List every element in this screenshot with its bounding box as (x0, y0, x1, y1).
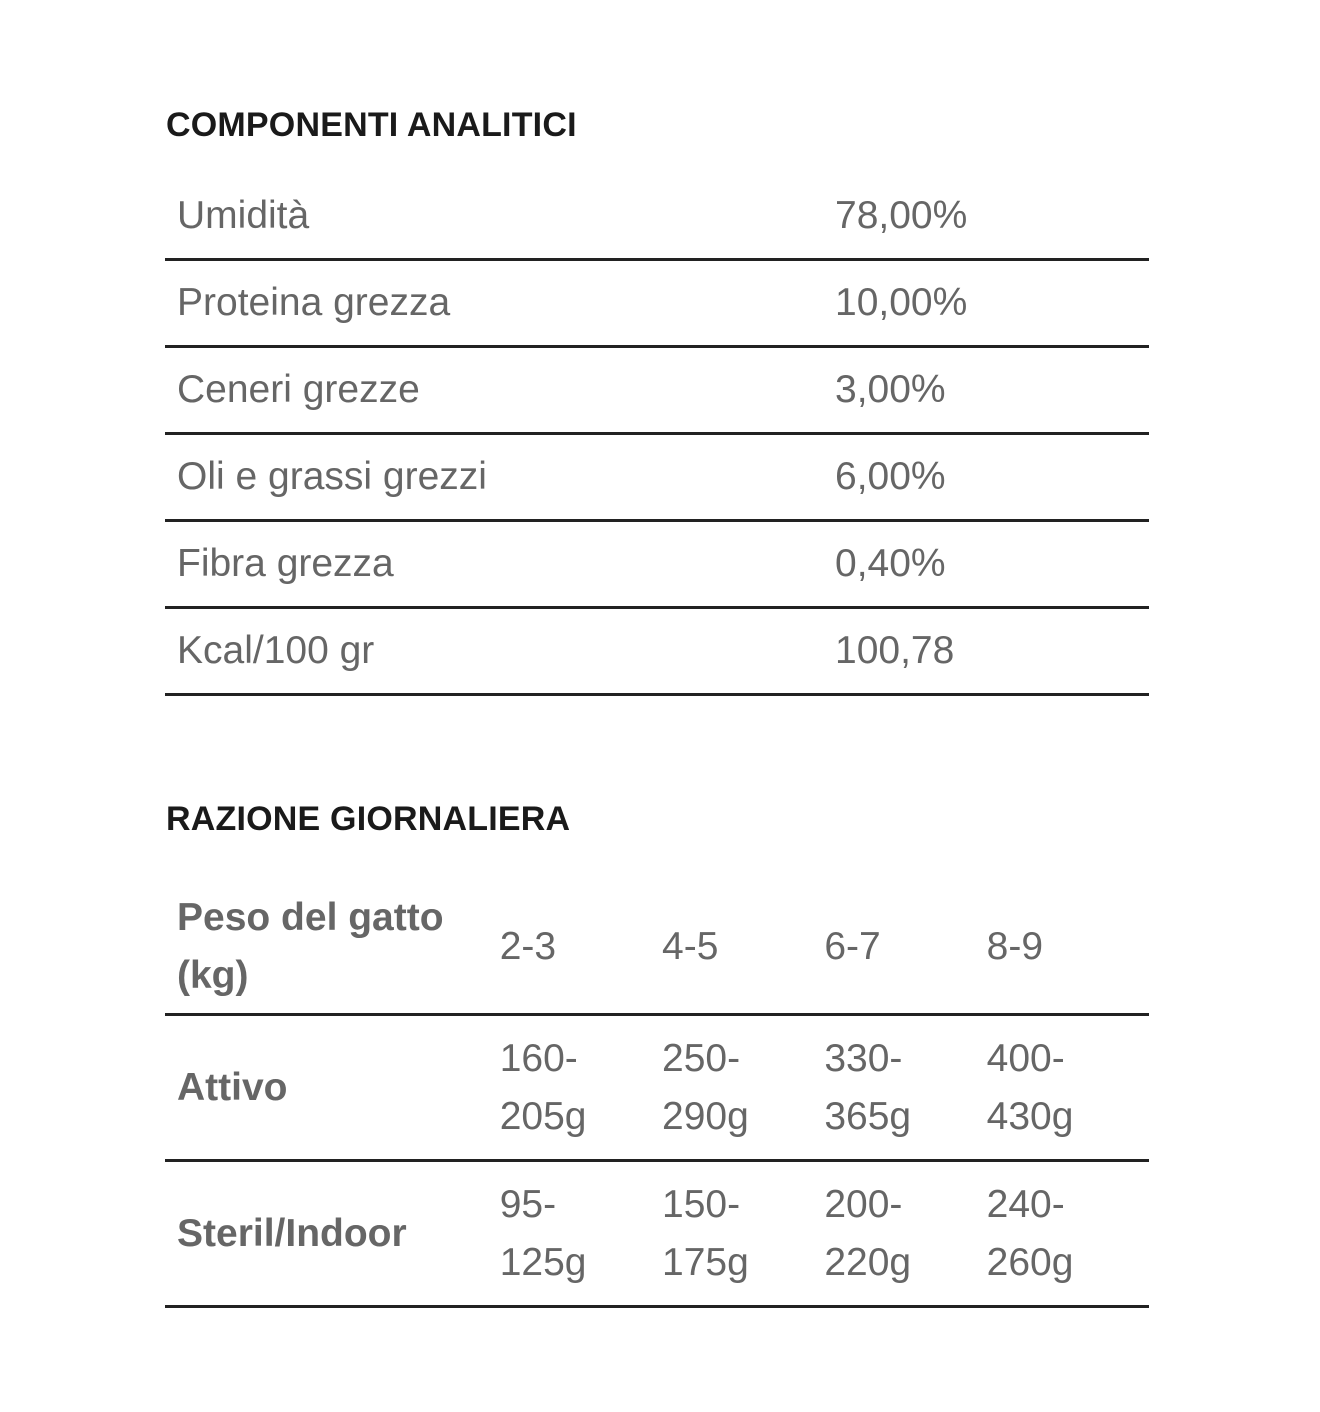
table-row (165, 1162, 1149, 1308)
component-label: Ceneri grezze (177, 368, 420, 411)
ration-cell-line1: 400- (986, 1036, 1065, 1080)
ration-cell-line1: 200- (824, 1182, 903, 1226)
razione-giornaliera-table (165, 880, 1149, 1308)
ration-cell (662, 1176, 824, 1292)
weight-column-header: 2-3 (499, 924, 557, 968)
weight-column-header: 4-5 (662, 924, 719, 968)
ration-cell-line1: 160- (499, 1036, 578, 1080)
table-row (165, 348, 1149, 435)
table-row (165, 174, 1149, 261)
ration-cell (662, 1030, 824, 1146)
section-title-razione-giornaliera: RAZIONE GIORNALIERA (166, 800, 571, 838)
ration-cell-line2: 260g (986, 1240, 1074, 1284)
componenti-analitici-table (165, 174, 1149, 696)
weight-header-line1: Peso del gatto (177, 895, 444, 939)
ration-cell-line1: 330- (824, 1036, 903, 1080)
ration-cell-line2: 430g (986, 1094, 1074, 1138)
component-value: 3,00% (835, 368, 946, 411)
ration-cell-line2: 365g (824, 1094, 912, 1138)
ration-cell-line1: 240- (986, 1182, 1065, 1226)
ration-cell (824, 1176, 986, 1292)
table-header-row (165, 880, 1149, 1016)
ration-cell-line1: 150- (662, 1182, 741, 1226)
table-row (165, 522, 1149, 609)
component-value: 6,00% (835, 455, 946, 498)
component-value: 100,78 (835, 629, 955, 672)
weight-column-header: 8-9 (986, 924, 1044, 968)
ration-cell-line2: 220g (824, 1240, 912, 1284)
weight-header-label (165, 889, 500, 1005)
ration-cell-line2: 175g (662, 1240, 749, 1284)
weight-header-line2: (kg) (177, 953, 249, 997)
ration-cell-line2: 205g (499, 1094, 587, 1138)
row-label-steril-indoor: Steril/Indoor (177, 1211, 407, 1255)
component-label: Kcal/100 gr (177, 629, 375, 672)
component-label: Oli e grassi grezzi (177, 455, 487, 498)
ration-cell-line2: 290g (662, 1094, 749, 1138)
section-title-componenti-analitici: COMPONENTI ANALITICI (166, 106, 577, 144)
table-row (165, 261, 1149, 348)
ration-cell (987, 1030, 1149, 1146)
ration-cell-line2: 125g (499, 1240, 587, 1284)
component-label: Proteina grezza (177, 281, 451, 324)
component-value: 10,00% (835, 281, 968, 324)
component-label: Umidità (177, 194, 310, 237)
ration-cell (824, 1030, 986, 1146)
component-value: 0,40% (835, 542, 946, 585)
row-label-attivo: Attivo (177, 1065, 288, 1109)
ration-cell (500, 1030, 662, 1146)
ration-cell (987, 1176, 1149, 1292)
table-row (165, 1016, 1149, 1162)
component-label: Fibra grezza (177, 542, 394, 585)
component-value: 78,00% (835, 194, 968, 237)
table-row (165, 609, 1149, 696)
weight-column-header: 6-7 (824, 924, 881, 968)
ration-cell (500, 1176, 662, 1292)
ration-cell-line1: 250- (662, 1036, 741, 1080)
ration-cell-line1: 95- (499, 1182, 557, 1226)
table-row (165, 435, 1149, 522)
